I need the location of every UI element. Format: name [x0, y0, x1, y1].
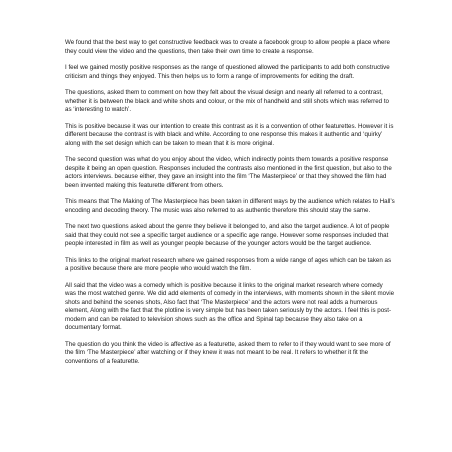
paragraph-10: The question do you think the video is affective as a featurette, asked them to refer to if they would want to see more of the film ‘The Masterpiece’ after watching or if they knew it was not meant to be real. It refers to whether it fit the conventions of a featurette. [65, 340, 391, 365]
paragraph-6: This means that The Making of The Masterpiece has been taken in different ways by the audience which relates to Hall’s encoding and decoding theory. The music was also referred to as authentic therefore this should stay the same. [65, 198, 395, 214]
document-body [65, 39, 395, 374]
paragraph-9: All said that the video was a comedy which is positive because it links to the original market research where comedy was the most watched genre. We did add elements of comedy in the interviews, with moments shown in the silent movie shots and behind the scenes shots, Also fact that ‘The Masterpiece’ and the actors were not real adds a humerous element, Along with the fact that the plotline is very simple but has been taken seriously by the actors. I feel this is post-modern and can be related to television shows such as the office and Spinal tap because they also take on a documentary format. [65, 281, 395, 331]
paragraph-3: The questions, asked them to comment on how they felt about the visual design and nearly all referred to a contrast, whether it is between the black and white shots and colour, or the mix of handheld and still shots which was referred to as ‘interesting to watch’. [65, 89, 389, 113]
paragraph-7: The next two questions asked about the genre they believe it belonged to, and also the target audience. A lot of people said that they could not see a specific target audience or a specific age range. However some responses included that people interested in film as well as younger people because of the younger actors would be the target audience. [65, 223, 390, 247]
paragraph-4: This is positive because it was our intention to create this contrast as it is a convention of other featurettes. However it is different because the contrast is with black and white. According to one response this makes it authentic and ‘quirky’ along with the set design which can be taken to mean that it is more original. [65, 122, 394, 147]
paragraph-1: We found that the best way to get constructive feedback was to create a facebook group to allow people a place where they could view the video and the questions, then take their own time to create a response. [65, 39, 390, 55]
paragraph-2: I feel we gained mostly positive responses as the range of questioned allowed the participants to add both constructive criticism and things they enjoyed. This then helps us to form a range of improvements for editing the draft. [65, 64, 390, 80]
paragraph-5: The second question was what do you enjoy about the video, which indirectly points them towards a positive response despite it being an open question. Responses included the contrasts also mentioned in the first question, but also to the actors interviews. because either, they gave an insight into the film ‘The Masterpiece’ or that they showed the film had been invented making this featurette different from others. [65, 156, 392, 189]
paragraph-8: This links to the original market research where we gained responses from a wide range of ages which can be taken as a positive because there are more people who would watch the film. [65, 256, 392, 272]
